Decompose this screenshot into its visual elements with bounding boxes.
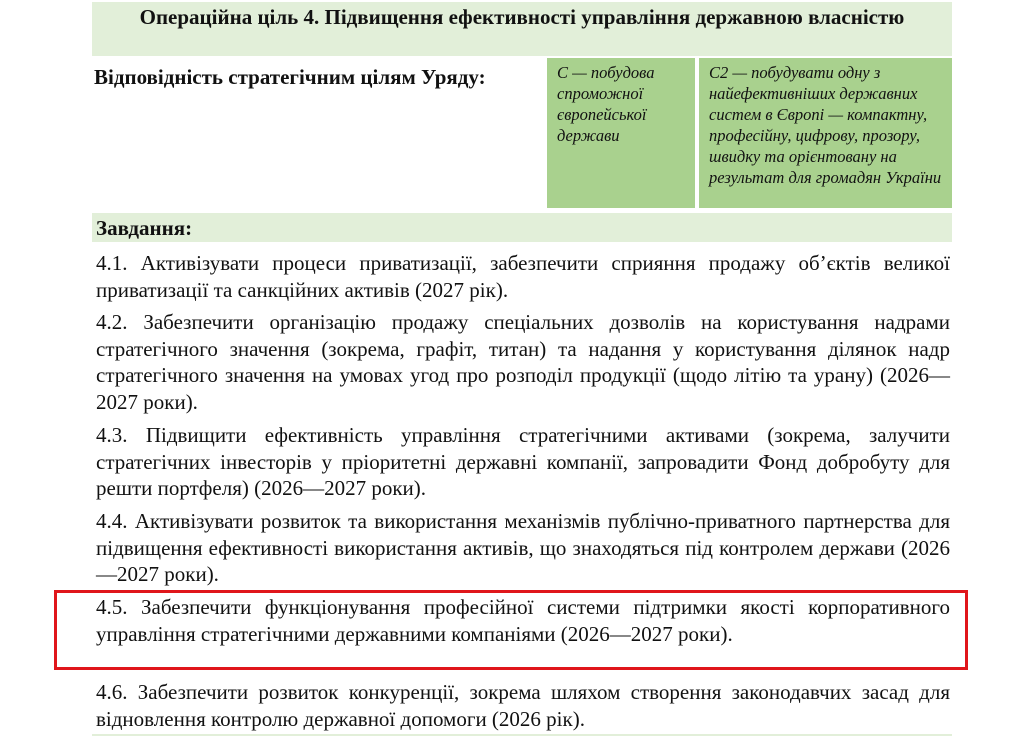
red-highlight-box (54, 590, 968, 670)
task-text: Забезпечити розвиток конкуренції, зокрема шляхом створення законодавчих засад для відновлення контролю державної допомоги (2026 рік). (96, 680, 950, 731)
strategic-goal-text: С — побудова спроможної європейської держави (557, 63, 655, 145)
strategic-goal-text: С2 — побудувати одну з найефективніших державних систем в Європі — компактну, професійну, цифрову, прозору, швидку та орієнтовану на результат для громадян України (709, 63, 942, 187)
task-item (96, 250, 950, 303)
task-item (96, 422, 950, 502)
strategic-goal-cell (699, 58, 952, 208)
task-text: Забезпечити функціонування професійної системи підтримки якості корпоративного управління стратегічними державними компаніями (2026—2027 роки). (96, 595, 950, 646)
task-item (96, 508, 950, 588)
operational-goal-header (92, 2, 952, 56)
task-number: 4.6. (96, 680, 128, 704)
alignment-label: Відповідність стратегічним цілям Уряду: (94, 65, 486, 89)
task-item (96, 679, 950, 732)
task-number: 4.3. (96, 423, 128, 447)
task-number: 4.2. (96, 310, 128, 334)
task-text: Активізувати процеси приватизації, забезпечити сприяння продажу об’єктів великої приватизації та санкційних активів (2027 рік). (96, 251, 950, 302)
task-item (96, 309, 950, 415)
tasks-header (92, 213, 952, 242)
tasks-header-label: Завдання: (96, 216, 193, 240)
task-text: Забезпечити організацію продажу спеціальних дозволів на користування надрами стратегічного значення (зокрема, графіт, титан) та надання у користування ділянок надр стратегічного значення на умовах угод про розподіл продукції (щодо літію та урану) (2026—2027 роки). (96, 310, 950, 414)
task-text: Підвищити ефективність управління стратегічними активами (зокрема, залучити стратегічних інвесторів у пріоритетні державні компанії, запровадити Фонд добробуту для решти портфеля) (2026—2027 роки). (96, 423, 950, 500)
operational-goal-title: Операційна ціль 4. Підвищення ефективності управління державною власністю (139, 5, 905, 29)
task-number: 4.5. (96, 595, 128, 619)
task-number: 4.1. (96, 251, 128, 275)
strategic-goal-cell (547, 58, 695, 208)
table-bottom-rule (92, 734, 952, 736)
task-text: Активізувати розвиток та використання механізмів публічно-приватного партнерства для підвищення ефективності використання активів, що знаходяться під контролем держави (2026—2027 роки). (96, 509, 951, 586)
task-number: 4.4. (96, 509, 128, 533)
